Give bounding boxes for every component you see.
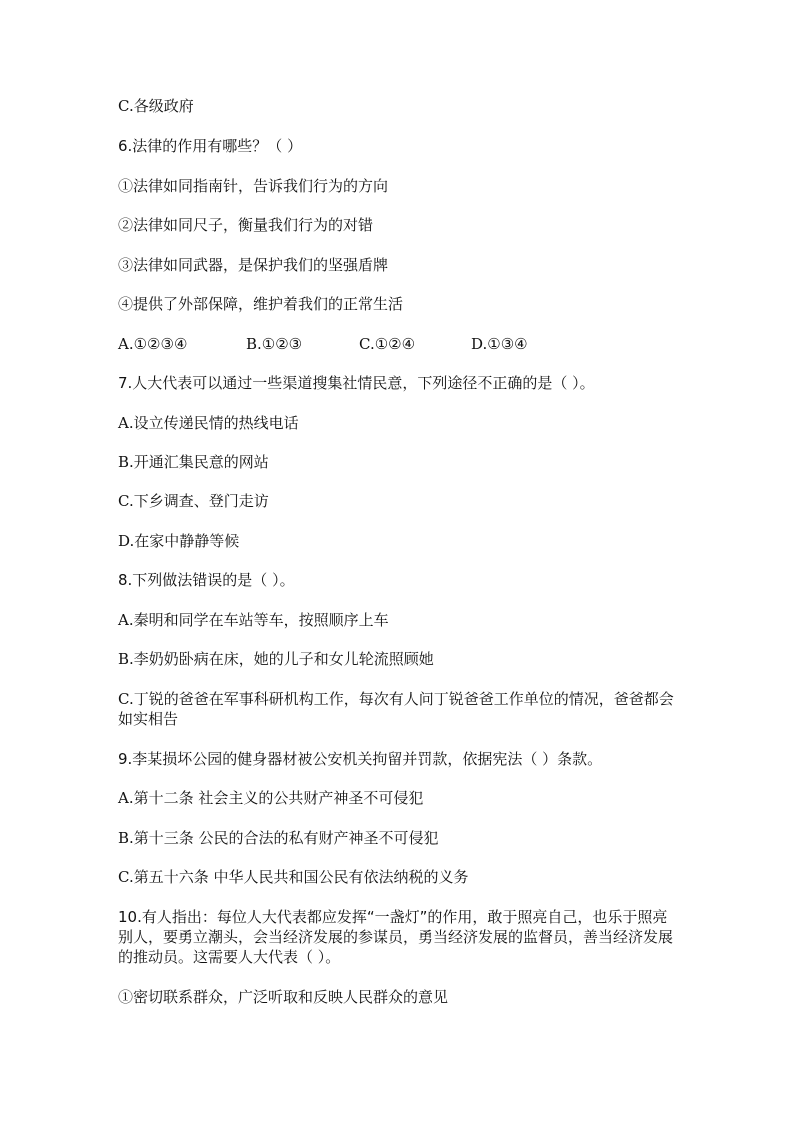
question-9-option-c: C.第五十六条 中华人民共和国公民有依法纳税的义务 [118,868,469,886]
question-7-stem: 7.人大代表可以通过一些渠道搜集社情民意，下列途径不正确的是（ ）。 [118,374,595,392]
question-8-option-b: B.李奶奶卧病在床，她的儿子和女儿轮流照顾她 [118,650,434,668]
question-9-option-a: A.第十二条 社会主义的公共财产神圣不可侵犯 [118,789,424,807]
question-6-option-c: C.①②④ [359,335,416,353]
question-8-stem: 8.下列做法错误的是（ ）。 [118,571,295,589]
question-6-option-b: B.①②③ [246,335,303,353]
question-6-option-a: A.①②③④ [118,335,188,353]
question-7-option-d: D.在家中静静等候 [118,532,240,550]
question-6-options [118,335,678,354]
question-7-option-b: B.开通汇集民意的网站 [118,453,269,471]
question-6-statement-2: ②法律如同尺子，衡量我们行为的对错 [118,216,374,234]
question-6-statement-1: ①法律如同指南针，告诉我们行为的方向 [118,177,389,195]
question-9-stem: 9.李某损坏公园的健身器材被公安机关拘留并罚款，依据宪法（ ）条款。 [118,750,603,768]
question-6-stem: 6.法律的作用有哪些？（ ） [118,137,303,155]
question-8-option-c: C.丁锐的爸爸在军事科研机构工作，每次有人问丁锐爸爸工作单位的情况，爸爸都会如实相告 [118,690,674,728]
question-7-option-c: C.下乡调查、登门走访 [118,492,269,510]
question-6-statement-4: ④提供了外部保障，维护着我们的正常生活 [118,295,404,313]
option-c-previous: C.各级政府 [118,97,194,115]
question-10-stem: 10.有人指出：每位人大代表都应发挥“一盏灯”的作用，敢于照亮自己，也乐于照亮别人，要勇立潮头，会当经济发展的参谋员，勇当经济发展的监督员，善当经济发展的推动员。这需要人大代表（ ）。 [118,908,674,966]
question-10-statement-1: ①密切联系群众，广泛听取和反映人民群众的意见 [118,988,449,1006]
question-6-statement-3: ③法律如同武器，是保护我们的坚强盾牌 [118,256,389,274]
question-6-option-d: D.①③④ [471,335,528,353]
question-8-option-a: A.秦明和同学在车站等车，按照顺序上车 [118,611,389,629]
question-7-option-a: A.设立传递民情的热线电话 [118,414,299,432]
question-9-option-b: B.第十三条 公民的合法的私有财产神圣不可侵犯 [118,829,439,847]
